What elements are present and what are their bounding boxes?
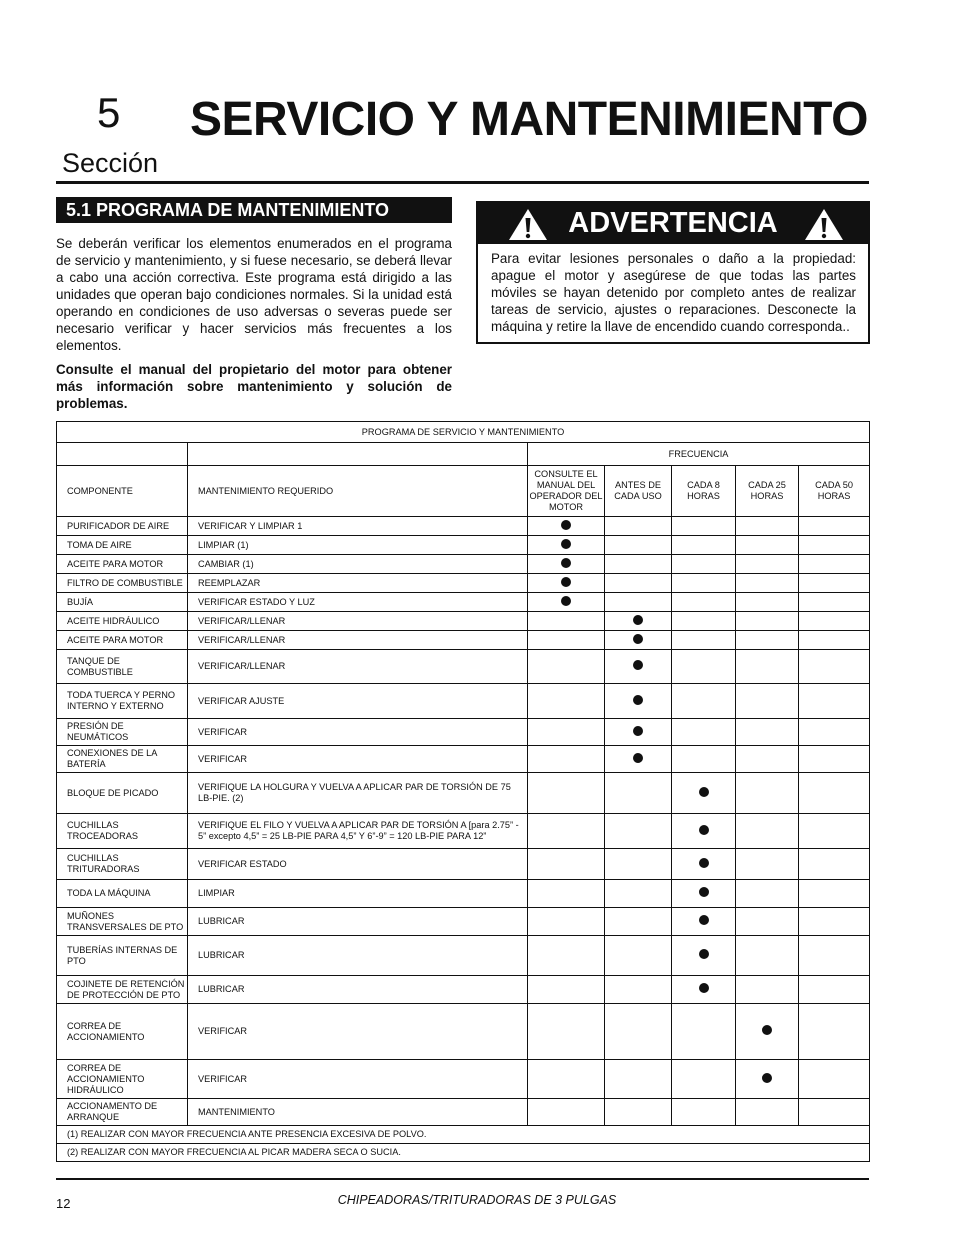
frequency-cell bbox=[799, 908, 870, 936]
frequency-cell bbox=[736, 976, 799, 1004]
component-cell: ACEITE HIDRÁULICO bbox=[57, 612, 188, 631]
component-cell: MUÑONES TRANSVERSALES DE PTO bbox=[57, 908, 188, 936]
frequency-cell bbox=[799, 1060, 870, 1099]
frequency-cell bbox=[672, 976, 736, 1004]
maintenance-cell: MANTENIMIENTO bbox=[188, 1099, 528, 1126]
frequency-cell bbox=[528, 746, 605, 773]
engine-manual-note: Consulte el manual del propietario del motor para obtener más información sobre mantenimiento y solución de problemas. bbox=[56, 362, 452, 411]
frequency-cell bbox=[672, 574, 736, 593]
component-cell: BLOQUE DE PICADO bbox=[57, 773, 188, 814]
frequency-cell bbox=[605, 536, 672, 555]
frequency-cell bbox=[672, 1060, 736, 1099]
frequency-cell bbox=[799, 684, 870, 719]
footer-divider bbox=[56, 1178, 869, 1180]
frequency-cell bbox=[799, 880, 870, 908]
frequency-cell bbox=[605, 593, 672, 612]
frequency-cell bbox=[528, 631, 605, 650]
maintenance-cell: VERIFICAR ESTADO bbox=[188, 849, 528, 880]
component-cell: BUJÍA bbox=[57, 593, 188, 612]
frequency-cell bbox=[605, 773, 672, 814]
frequency-cell bbox=[528, 650, 605, 684]
frequency-cell bbox=[605, 612, 672, 631]
table-row bbox=[57, 746, 870, 773]
frequency-dot-icon bbox=[561, 596, 571, 606]
table-row bbox=[57, 814, 870, 849]
frequency-cell bbox=[736, 936, 799, 976]
frequency-cell bbox=[605, 684, 672, 719]
warning-triangle-icon bbox=[804, 208, 844, 241]
frequency-cell bbox=[672, 684, 736, 719]
frequency-cell bbox=[528, 1099, 605, 1126]
frequency-cell bbox=[672, 593, 736, 612]
frequency-cell bbox=[736, 746, 799, 773]
frequency-cell bbox=[605, 1060, 672, 1099]
component-cell: CORREA DE ACCIONAMIENTO HIDRÁULICO bbox=[57, 1060, 188, 1099]
frequency-cell bbox=[736, 517, 799, 536]
component-cell: ACEITE PARA MOTOR bbox=[57, 631, 188, 650]
frequency-cell bbox=[799, 612, 870, 631]
table-row bbox=[57, 555, 870, 574]
maintenance-cell: VERIFICAR bbox=[188, 719, 528, 746]
frequency-cell bbox=[528, 976, 605, 1004]
frequency-dot-icon bbox=[633, 695, 643, 705]
frequency-cell bbox=[672, 849, 736, 880]
frequency-dot-icon bbox=[561, 520, 571, 530]
frequency-cell bbox=[672, 814, 736, 849]
maintenance-cell: VERIFICAR/LLENAR bbox=[188, 612, 528, 631]
frequency-cell bbox=[736, 880, 799, 908]
frequency-cell bbox=[672, 773, 736, 814]
frequency-cell bbox=[736, 908, 799, 936]
frequency-cell bbox=[736, 574, 799, 593]
maintenance-cell: VERIFICAR bbox=[188, 746, 528, 773]
footnote-row bbox=[57, 1144, 870, 1162]
footnote: (2) REALIZAR CON MAYOR FRECUENCIA AL PICAR MADERA SECA O SUCIA. bbox=[57, 1144, 870, 1162]
frequency-cell bbox=[736, 849, 799, 880]
component-cell: FILTRO DE COMBUSTIBLE bbox=[57, 574, 188, 593]
component-cell: CUCHILLAS TRITURADORAS bbox=[57, 849, 188, 880]
section-label: Sección bbox=[62, 148, 159, 178]
frequency-dot-icon bbox=[633, 615, 643, 625]
frequency-header-row bbox=[57, 443, 870, 466]
frequency-cell bbox=[799, 1004, 870, 1060]
frequency-cell bbox=[528, 719, 605, 746]
frequency-cell bbox=[672, 746, 736, 773]
table-row bbox=[57, 650, 870, 684]
frequency-cell bbox=[528, 612, 605, 631]
frequency-cell bbox=[736, 650, 799, 684]
component-cell: PURIFICADOR DE AIRE bbox=[57, 517, 188, 536]
frequency-column-header: CADA 25 HORAS bbox=[736, 466, 799, 517]
frequency-cell bbox=[799, 746, 870, 773]
frequency-cell bbox=[528, 773, 605, 814]
maintenance-cell: REEMPLAZAR bbox=[188, 574, 528, 593]
table-row bbox=[57, 976, 870, 1004]
frequency-cell bbox=[672, 517, 736, 536]
table-row bbox=[57, 1060, 870, 1099]
frequency-cell bbox=[736, 612, 799, 631]
subsection-heading: 5.1 PROGRAMA DE MANTENIMIENTO bbox=[56, 197, 452, 223]
frequency-dot-icon bbox=[633, 660, 643, 670]
frequency-cell bbox=[736, 1004, 799, 1060]
frequency-cell bbox=[799, 1099, 870, 1126]
table-row bbox=[57, 849, 870, 880]
maintenance-cell: VERIFICAR AJUSTE bbox=[188, 684, 528, 719]
section-number: 5 bbox=[97, 89, 121, 136]
header-divider bbox=[56, 181, 869, 184]
frequency-cell bbox=[605, 719, 672, 746]
frequency-cell bbox=[736, 814, 799, 849]
column-header-row bbox=[57, 466, 870, 517]
frequency-cell bbox=[736, 593, 799, 612]
frequency-cell bbox=[605, 746, 672, 773]
component-cell: TODA TUERCA Y PERNO INTERNO Y EXTERNO bbox=[57, 684, 188, 719]
frequency-cell bbox=[605, 976, 672, 1004]
frequency-dot-icon bbox=[633, 634, 643, 644]
frequency-cell bbox=[799, 536, 870, 555]
frequency-cell bbox=[528, 936, 605, 976]
frequency-dot-icon bbox=[699, 825, 709, 835]
frequency-cell bbox=[528, 684, 605, 719]
warning-title: ADVERTENCIA bbox=[568, 207, 778, 239]
frequency-dot-icon bbox=[762, 1073, 772, 1083]
frequency-dot-icon bbox=[699, 949, 709, 959]
frequency-cell bbox=[672, 908, 736, 936]
maintenance-cell: VERIFICAR ESTADO Y LUZ bbox=[188, 593, 528, 612]
frequency-cell bbox=[672, 880, 736, 908]
component-cell: TOMA DE AIRE bbox=[57, 536, 188, 555]
frequency-dot-icon bbox=[699, 787, 709, 797]
frequency-cell bbox=[736, 631, 799, 650]
component-cell: ACCIONAMENTO DE ARRANQUE bbox=[57, 1099, 188, 1126]
frequency-cell bbox=[799, 976, 870, 1004]
frequency-cell bbox=[528, 536, 605, 555]
frequency-cell bbox=[672, 936, 736, 976]
component-cell: PRESIÓN DE NEUMÁTICOS bbox=[57, 719, 188, 746]
frequency-cell bbox=[605, 849, 672, 880]
frequency-cell bbox=[799, 517, 870, 536]
table-row bbox=[57, 612, 870, 631]
frequency-cell bbox=[605, 650, 672, 684]
frequency-cell bbox=[605, 517, 672, 536]
maintenance-cell: LUBRICAR bbox=[188, 936, 528, 976]
blank-cell bbox=[188, 443, 528, 466]
component-cell: TANQUE DE COMBUSTIBLE bbox=[57, 650, 188, 684]
frequency-cell bbox=[672, 612, 736, 631]
table-row bbox=[57, 773, 870, 814]
maintenance-cell: LUBRICAR bbox=[188, 908, 528, 936]
frequency-column-header: CADA 50 HORAS bbox=[799, 466, 870, 517]
table-row bbox=[57, 574, 870, 593]
frequency-dot-icon bbox=[699, 858, 709, 868]
frequency-cell bbox=[672, 555, 736, 574]
component-cell: TUBERÍAS INTERNAS DE PTO bbox=[57, 936, 188, 976]
frequency-cell bbox=[528, 849, 605, 880]
frequency-column-header: CADA 8 HORAS bbox=[672, 466, 736, 517]
table-row bbox=[57, 631, 870, 650]
frequency-cell bbox=[799, 936, 870, 976]
frequency-dot-icon bbox=[561, 577, 571, 587]
frequency-cell bbox=[736, 536, 799, 555]
frequency-dot-icon bbox=[561, 539, 571, 549]
table-title-row bbox=[57, 422, 870, 443]
frequency-header: FRECUENCIA bbox=[528, 443, 870, 466]
frequency-cell bbox=[605, 1099, 672, 1126]
frequency-cell bbox=[605, 1004, 672, 1060]
frequency-cell bbox=[605, 631, 672, 650]
frequency-cell bbox=[528, 880, 605, 908]
frequency-dot-icon bbox=[762, 1025, 772, 1035]
frequency-column-header: CONSULTE EL MANUAL DEL OPERADOR DEL MOTOR bbox=[528, 466, 605, 517]
component-cell: CORREA DE ACCIONAMIENTO bbox=[57, 1004, 188, 1060]
table-row bbox=[57, 880, 870, 908]
frequency-cell bbox=[672, 719, 736, 746]
frequency-cell bbox=[605, 936, 672, 976]
frequency-cell bbox=[528, 517, 605, 536]
frequency-cell bbox=[528, 593, 605, 612]
table-row bbox=[57, 908, 870, 936]
frequency-cell bbox=[605, 814, 672, 849]
frequency-dot-icon bbox=[561, 558, 571, 568]
frequency-cell bbox=[672, 1004, 736, 1060]
table-row bbox=[57, 517, 870, 536]
frequency-cell bbox=[605, 908, 672, 936]
frequency-cell bbox=[672, 1099, 736, 1126]
blank-cell bbox=[57, 443, 188, 466]
component-cell: CONEXIONES DE LA BATERÍA bbox=[57, 746, 188, 773]
frequency-cell bbox=[736, 684, 799, 719]
frequency-cell bbox=[672, 631, 736, 650]
frequency-cell bbox=[799, 849, 870, 880]
component-cell: TODA LA MÁQUINA bbox=[57, 880, 188, 908]
frequency-cell bbox=[736, 719, 799, 746]
frequency-cell bbox=[799, 773, 870, 814]
table-row bbox=[57, 719, 870, 746]
footnote-row bbox=[57, 1126, 870, 1144]
frequency-cell bbox=[799, 719, 870, 746]
frequency-cell bbox=[736, 555, 799, 574]
table-row bbox=[57, 936, 870, 976]
frequency-dot-icon bbox=[699, 983, 709, 993]
maintenance-cell: VERIFICAR Y LIMPIAR 1 bbox=[188, 517, 528, 536]
component-cell: ACEITE PARA MOTOR bbox=[57, 555, 188, 574]
section-title: SERVICIO Y MANTENIMIENTO bbox=[190, 93, 868, 146]
frequency-cell bbox=[528, 555, 605, 574]
table-row bbox=[57, 684, 870, 719]
frequency-cell bbox=[528, 908, 605, 936]
maintenance-cell: LIMPIAR (1) bbox=[188, 536, 528, 555]
frequency-cell bbox=[672, 536, 736, 555]
table-row bbox=[57, 1099, 870, 1126]
maintenance-column-header: MANTENIMIENTO REQUERIDO bbox=[188, 466, 528, 517]
maintenance-cell: VERIFICAR/LLENAR bbox=[188, 631, 528, 650]
maintenance-cell: LIMPIAR bbox=[188, 880, 528, 908]
frequency-dot-icon bbox=[699, 915, 709, 925]
maintenance-cell: VERIFICAR bbox=[188, 1004, 528, 1060]
frequency-dot-icon bbox=[699, 887, 709, 897]
table-title: PROGRAMA DE SERVICIO Y MANTENIMIENTO bbox=[57, 422, 870, 443]
frequency-cell bbox=[605, 574, 672, 593]
maintenance-cell: VERIFIQUE LA HOLGURA Y VUELVA A APLICAR PAR DE TORSIÓN DE 75 LB-PIE. (2) bbox=[188, 773, 528, 814]
warning-header bbox=[478, 203, 868, 244]
table-row bbox=[57, 593, 870, 612]
frequency-cell bbox=[799, 593, 870, 612]
maintenance-cell: VERIFIQUE EL FILO Y VUELVA A APLICAR PAR DE TORSIÓN A [para 2.75” - 5” excepto 4,5” = 25 LB-PIE PARA 4,5” Y 6”-9” = 120 LB-PIE PARA 12” bbox=[188, 814, 528, 849]
frequency-cell bbox=[528, 1004, 605, 1060]
frequency-cell bbox=[799, 555, 870, 574]
table-row bbox=[57, 536, 870, 555]
maintenance-cell: CAMBIAR (1) bbox=[188, 555, 528, 574]
maintenance-cell: LUBRICAR bbox=[188, 976, 528, 1004]
footnote: (1) REALIZAR CON MAYOR FRECUENCIA ANTE PRESENCIA EXCESIVA DE POLVO. bbox=[57, 1126, 870, 1144]
maintenance-cell: VERIFICAR bbox=[188, 1060, 528, 1099]
frequency-cell bbox=[736, 1060, 799, 1099]
frequency-dot-icon bbox=[633, 753, 643, 763]
component-cell: COJINETE DE RETENCIÓN DE PROTECCIÓN DE PTO bbox=[57, 976, 188, 1004]
warning-box bbox=[476, 201, 870, 344]
frequency-cell bbox=[672, 650, 736, 684]
frequency-cell bbox=[528, 814, 605, 849]
intro-paragraph: Se deberán verificar los elementos enumerados en el programa de servicio y mantenimiento, y si fuese necesario, se deberá llevar a cabo una acción correctiva. Este programa está dirigido a las unidades que operan bajo condiciones normales. Si la unidad está operando en condiciones de uso adversas o severas puede ser necesario verificar y hacer servicios más frecuentes a los elementos. bbox=[56, 236, 452, 353]
frequency-cell bbox=[736, 1099, 799, 1126]
component-column-header: COMPONENTE bbox=[57, 466, 188, 517]
maintenance-cell: VERIFICAR/LLENAR bbox=[188, 650, 528, 684]
page-number: 12 bbox=[56, 1196, 71, 1211]
frequency-cell bbox=[528, 1060, 605, 1099]
footer-title: CHIPEADORAS/TRITURADORAS DE 3 PULGAS bbox=[337, 1193, 617, 1207]
table-row bbox=[57, 1004, 870, 1060]
warning-text: Para evitar lesiones personales o daño a la propiedad: apague el motor y asegúrese de que todas las partes móviles se hayan detenido por completo antes de realizar tareas de servicio, ajustes o reparaciones. Desconecte la máquina y retire la llave de encendido cuando corresponda.. bbox=[491, 251, 856, 334]
frequency-column-header: ANTES DE CADA USO bbox=[605, 466, 672, 517]
frequency-cell bbox=[799, 631, 870, 650]
frequency-cell bbox=[799, 574, 870, 593]
frequency-cell bbox=[736, 773, 799, 814]
frequency-cell bbox=[605, 880, 672, 908]
frequency-cell bbox=[799, 650, 870, 684]
component-cell: CUCHILLAS TROCEADORAS bbox=[57, 814, 188, 849]
maintenance-schedule-table bbox=[56, 421, 870, 1162]
frequency-dot-icon bbox=[633, 726, 643, 736]
frequency-cell bbox=[799, 814, 870, 849]
frequency-cell bbox=[528, 574, 605, 593]
frequency-cell bbox=[605, 555, 672, 574]
